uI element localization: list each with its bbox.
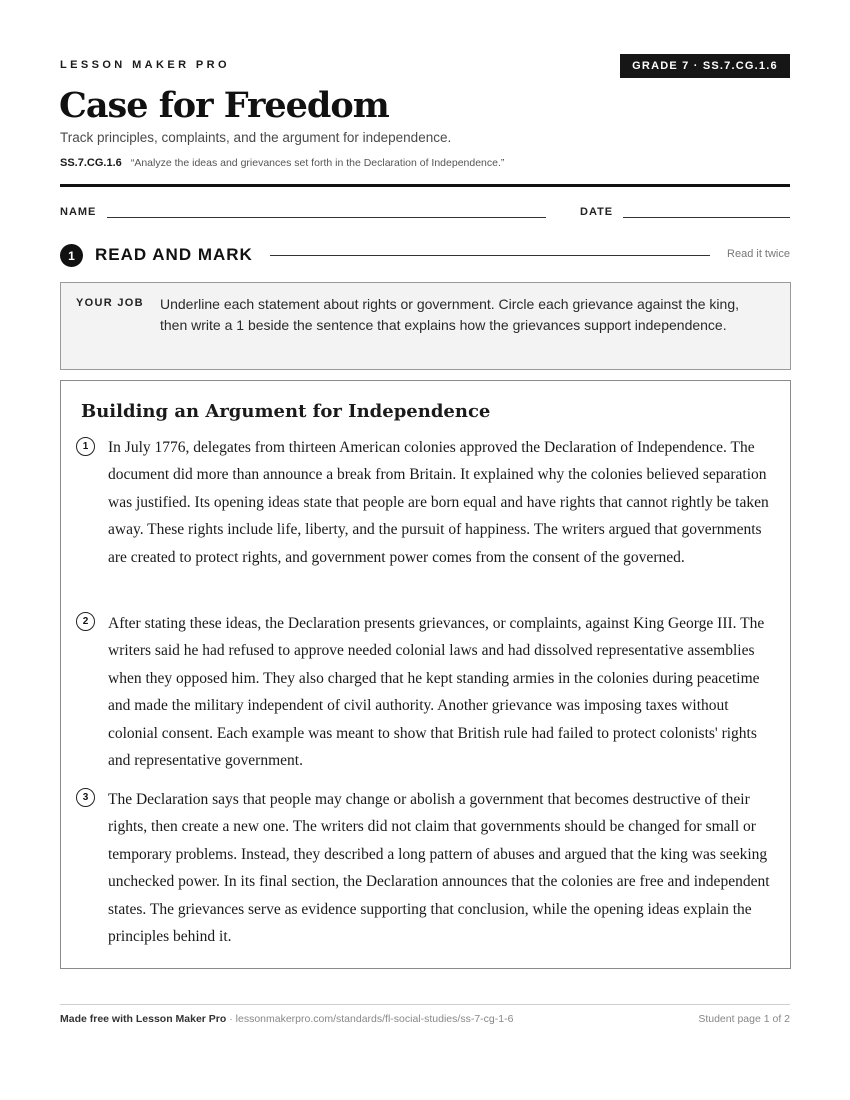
footer-url[interactable]: · lessonmakerpro.com/standards/fl-social-studies/ss-7-cg-1-6 [226, 1013, 514, 1025]
standard-quote: “Analyze the ideas and grievances set forth in the Declaration of Independence.” [130, 157, 505, 169]
section-title: READ AND MARK [95, 245, 253, 264]
name-field[interactable] [107, 217, 546, 218]
header-divider [60, 184, 790, 187]
footer-made-with: Made free with Lesson Maker Pro [60, 1013, 227, 1025]
paragraph-2: After stating these ideas, the Declaration presents grievances, or complaints, against King George III. The writers said he had refused to approve needed colonial laws and had dissolved representative assemblies when they opposed him. They also charged that he kept standing armies in the colonies during peacetime and made the military independent of civil authority. Another grievance was imposing taxes without colonial consent. Each example was meant to show that British rule had failed to protect colonists' rights and representative government. [108, 615, 765, 770]
standard-line [60, 157, 504, 169]
footer-credit [60, 1013, 513, 1025]
instructions-text: Underline each statement about rights or government. Circle each grievance against the king, then write a 1 beside the sentence that explains how the grievances support independence. [160, 296, 739, 333]
section-number-badge: 1 [60, 244, 83, 267]
section-note: Read it twice [727, 248, 790, 260]
passage-title: Building an Argument for Independence [81, 401, 491, 422]
page-indicator: Student page 1 of 2 [698, 1013, 790, 1025]
grade-standard-badge: GRADE 7 · SS.7.CG.1.6 [620, 54, 790, 78]
brand-name: LESSON MAKER PRO [60, 59, 230, 71]
standard-code: SS.7.CG.1.6 [60, 157, 122, 169]
paragraph-3: The Declaration says that people may change or abolish a government that becomes destructive of their rights, then create a new one. The writers did not claim that governments should be changed for small or temporary problems. Instead, they described a long pattern of abuses and argued that the king was seeking unchecked power. In its final section, the Declaration announces that the colonies are free and independent states. The grievances serve as evidence supporting that conclusion, while the opening ideas explain the principles behind it. [108, 791, 770, 946]
paragraph-number-2: 2 [76, 612, 95, 631]
page-title: Case for Freedom [59, 85, 389, 126]
instructions-box [60, 282, 791, 370]
reading-passage [60, 380, 791, 969]
date-label: DATE [580, 206, 614, 218]
instructions-label: YOUR JOB [76, 297, 144, 309]
paragraph-number-3: 3 [76, 788, 95, 807]
section-divider [270, 255, 710, 256]
name-label: NAME [60, 206, 97, 218]
footer-divider [60, 1004, 790, 1005]
page-subtitle: Track principles, complaints, and the argument for independence. [60, 130, 452, 145]
paragraph-number-1: 1 [76, 437, 95, 456]
date-field[interactable] [623, 217, 790, 218]
paragraph-1: In July 1776, delegates from thirteen American colonies approved the Declaration of Independence. The document did more than announce a break from Britain. It explained why the colonies believed separation was justified. Its opening ideas state that people are born equal and have rights that cannot rightly be taken away. These rights include life, liberty, and the pursuit of happiness. The writers argued that governments are created to protect rights, and government power comes from the consent of the governed. [108, 439, 769, 566]
